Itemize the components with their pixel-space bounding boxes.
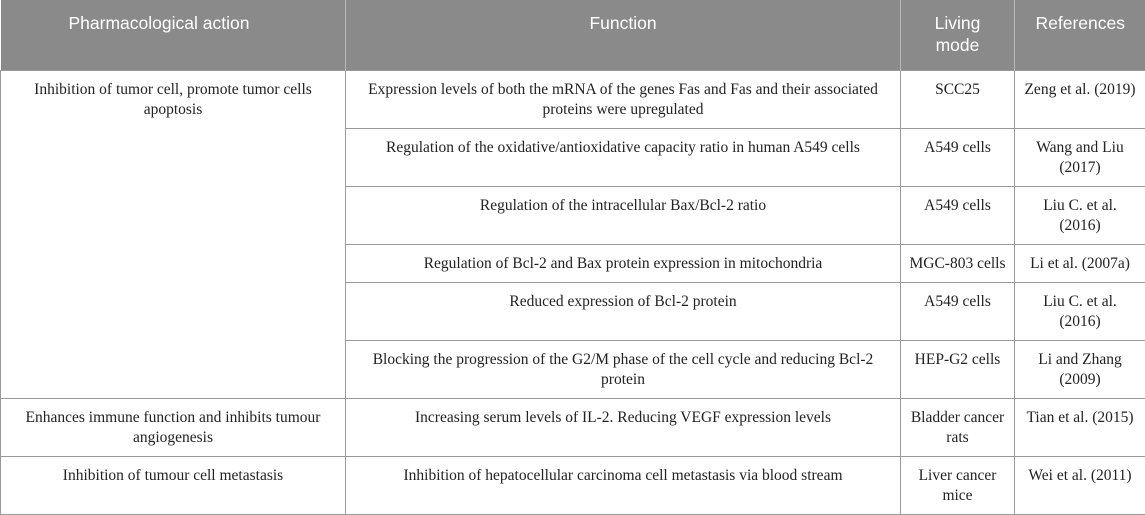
living-mode-cell: Liver cancer mice <box>901 457 1015 515</box>
reference-cell: Tian et al. (2015) <box>1015 399 1145 457</box>
function-cell: Regulation of the intracellular Bax/Bcl-2 ratio <box>346 187 901 245</box>
living-mode-cell: SCC25 <box>901 71 1015 129</box>
action-cell: Inhibition of tumor cell, promote tumor cells apoptosis <box>1 71 346 399</box>
reference-cell: Liu C. et al. (2016) <box>1015 187 1145 245</box>
reference-cell: Li et al. (2007a) <box>1015 245 1145 283</box>
reference-cell: Wang and Liu (2017) <box>1015 129 1145 187</box>
reference-cell: Liu C. et al. (2016) <box>1015 283 1145 341</box>
living-mode-cell: A549 cells <box>901 187 1015 245</box>
table-row <box>1 399 1145 457</box>
reference-cell: Li and Zhang (2009) <box>1015 341 1145 399</box>
header-row <box>1 0 1145 71</box>
reference-cell: Wei et al. (2011) <box>1015 457 1145 515</box>
function-cell: Regulation of the oxidative/antioxidative capacity ratio in human A549 cells <box>346 129 901 187</box>
function-cell: Regulation of Bcl-2 and Bax protein expression in mitochondria <box>346 245 901 283</box>
action-cell: Enhances immune function and inhibits tumour angiogenesis <box>1 399 346 457</box>
function-cell: Inhibition of hepatocellular carcinoma cell metastasis via blood stream <box>346 457 901 515</box>
header-function: Function <box>346 0 901 71</box>
living-mode-cell: MGC-803 cells <box>901 245 1015 283</box>
reference-cell: Zeng et al. (2019) <box>1015 71 1145 129</box>
header-living-mode: Living mode <box>901 0 1015 71</box>
header-pharmacological-action: Pharmacological action <box>1 0 346 71</box>
living-mode-cell: A549 cells <box>901 129 1015 187</box>
action-cell: Inhibition of tumour cell metastasis <box>1 457 346 515</box>
function-cell: Blocking the progression of the G2/M phase of the cell cycle and reducing Bcl-2 protein <box>346 341 901 399</box>
function-cell: Reduced expression of Bcl-2 protein <box>346 283 901 341</box>
living-mode-cell: HEP-G2 cells <box>901 341 1015 399</box>
living-mode-cell: A549 cells <box>901 283 1015 341</box>
living-mode-cell: Bladder cancer rats <box>901 399 1015 457</box>
table-row <box>1 71 1145 129</box>
function-cell: Increasing serum levels of IL-2. Reducing VEGF expression levels <box>346 399 901 457</box>
table-header <box>1 0 1145 71</box>
function-cell: Expression levels of both the mRNA of the genes Fas and Fas and their associated proteins were upregulated <box>346 71 901 129</box>
table-row <box>1 457 1145 515</box>
header-references: References <box>1015 0 1145 71</box>
table-body <box>1 71 1145 515</box>
